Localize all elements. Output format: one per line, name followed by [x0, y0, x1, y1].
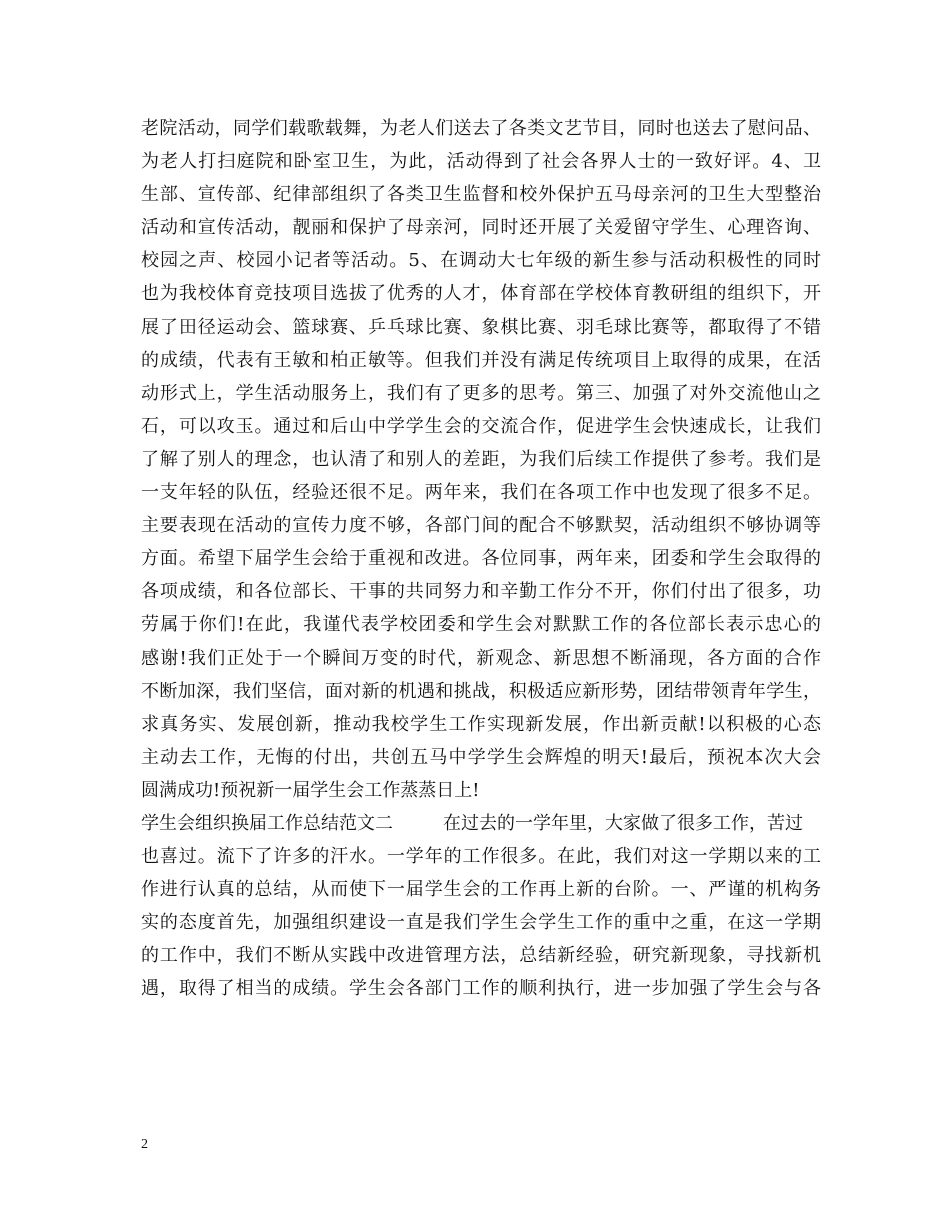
paragraph-line: 劳属于你们!在此，我谨代表学校团委和学生会对默默工作的各位部长表示忠心的 — [141, 614, 821, 636]
section-line: 遇，取得了相当的成绩。学生会各部门工作的顺利执行，进一步加强了学生会与各 — [141, 978, 821, 1000]
section-line: 实的态度首先，加强组织建设一直是我们学生会学生工作的重中之重，在这一学期 — [141, 912, 821, 934]
paragraph-line: 为老人打扫庭院和卧室卫生，为此，活动得到了社会各界人士的一致好评。4、卫 — [141, 151, 821, 173]
page-number: 2 — [141, 1137, 148, 1152]
paragraph-line: 老院活动，同学们载歌载舞，为老人们送去了各类文艺节目，同时也送去了慰问品、 — [141, 118, 821, 139]
paragraph-line: 不断加深，我们坚信，面对新的机遇和挑战，积极适应新形势，团结带领青年学生， — [141, 680, 821, 702]
paragraph-line: 石，可以攻玉。通过和后山中学学生会的交流合作，促进学生会快速成长，让我们 — [141, 415, 821, 437]
section-heading-continuation: 在过去的一学年里，大家做了很多工作，苦过 — [443, 812, 803, 834]
paragraph-line: 了解了别人的理念，也认清了和别人的差距，为我们后续工作提供了参考。我们是 — [141, 448, 821, 470]
paragraph-line: 动形式上，学生活动服务上，我们有了更多的思考。第三、加强了对外交流他山之 — [141, 382, 821, 404]
paragraph-line: 主动去工作，无悔的付出，共创五马中学学生会辉煌的明天!最后，预祝本次大会 — [141, 746, 821, 768]
paragraph-line-last: 圆满成功!预祝新一届学生会工作蒸蒸日上! — [141, 779, 480, 801]
section-heading-line — [141, 807, 821, 840]
paragraph-line: 一支年轻的队伍，经验还很不足。两年来，我们在各项工作中也发现了很多不足。 — [141, 482, 821, 504]
paragraph-line: 感谢!我们正处于一个瞬间万变的时代，新观念、新思想不断涌现，各方面的合作 — [141, 647, 821, 669]
paragraph-line: 也为我校体育竞技项目选拔了优秀的人才，体育部在学校体育教研组的组织下，开 — [141, 283, 821, 305]
section-heading: 学生会组织换届工作总结范文二 — [141, 812, 393, 834]
paragraph-line: 求真务实、发展创新，推动我校学生工作实现新发展，作出新贡献!以积极的心态 — [141, 713, 821, 735]
paragraph-line: 生部、宣传部、纪律部组织了各类卫生监督和校外保护五马母亲河的卫生大型整治 — [141, 184, 821, 206]
section-line: 也喜过。流下了许多的汗水。一学年的工作很多。在此，我们对这一学期以来的工 — [141, 846, 821, 868]
section-line: 作进行认真的总结，从而使下一届学生会的工作再上新的台阶。一、严谨的机构务 — [141, 879, 821, 901]
paragraph-line: 的成绩，代表有王敏和柏正敏等。但我们并没有满足传统项目上取得的成果，在活 — [141, 349, 821, 371]
paragraph-line: 活动和宣传活动，靓丽和保护了母亲河，同时还开展了关爱留守学生、心理咨询、 — [141, 217, 821, 239]
paragraph-line: 各项成绩，和各位部长、干事的共同努力和辛勤工作分不开，你们付出了很多，功 — [141, 581, 821, 603]
paragraph-line: 展了田径运动会、篮球赛、乒乓球比赛、象棋比赛、羽毛球比赛等，都取得了不错 — [141, 316, 821, 338]
paragraph-line: 主要表现在活动的宣传力度不够，各部门间的配合不够默契，活动组织不够协调等 — [141, 515, 821, 537]
section-line: 的工作中，我们不断从实践中改进管理方法，总结新经验，研究新现象，寻找新机 — [141, 945, 821, 967]
paragraph-line: 校园之声、校园小记者等活动。5、在调动大七年级的新生参与活动积极性的同时 — [141, 250, 821, 272]
document-body — [141, 112, 821, 1006]
paragraph-line: 方面。希望下届学生会给于重视和改进。各位同事，两年来，团委和学生会取得的 — [141, 548, 821, 570]
